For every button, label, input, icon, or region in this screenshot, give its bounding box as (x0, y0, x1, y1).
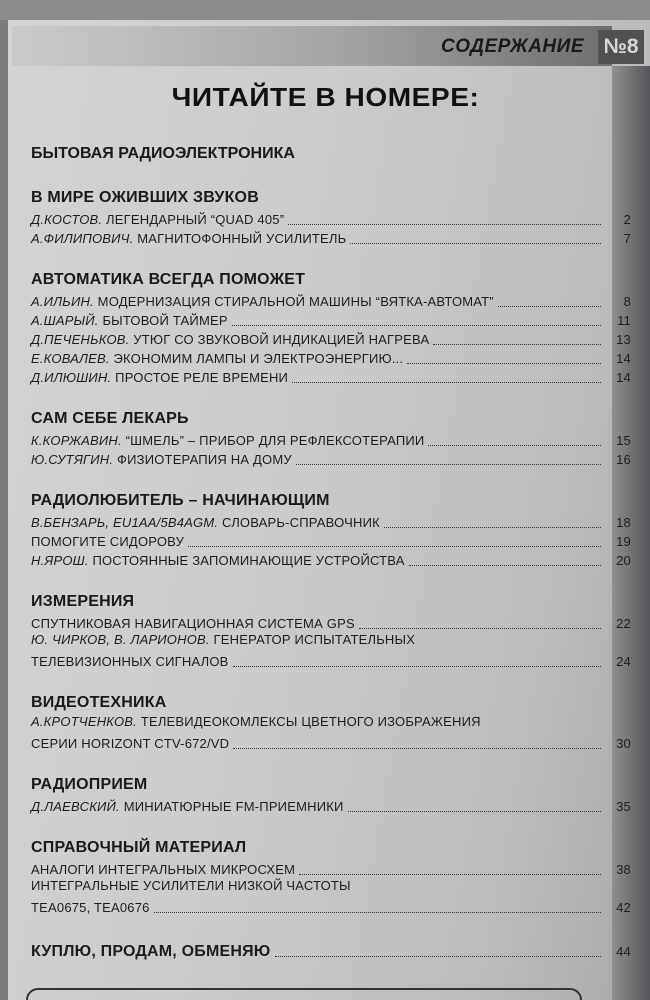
page-number: 14 (616, 351, 631, 366)
toc-entry (31, 714, 631, 733)
entry-title: МАГНИТОФОННЫЙ УСИЛИТЕЛЬ (137, 231, 347, 246)
dot-leader (232, 325, 601, 326)
entry-title: “ШМЕЛЬ” – ПРИБОР ДЛЯ РЕФЛЕКСОТЕРАПИИ (125, 433, 425, 448)
page-number: 7 (623, 231, 631, 246)
toc-entry (31, 632, 631, 651)
entry-author: В.БЕНЗАРЬ, EU1AA/5B4AGM. (31, 515, 219, 530)
entry-text (31, 862, 295, 878)
toc-section (31, 593, 631, 670)
entry-author: Ю. ЧИРКОВ, В. ЛАРИОНОВ. (31, 632, 210, 647)
toc-entry (31, 651, 631, 670)
entry-author: А.КРОТЧЕНКОВ. (31, 714, 137, 729)
page-number: 13 (616, 332, 631, 347)
page-number: 22 (616, 616, 631, 631)
entry-author: Е.КОВАЛЕВ. (31, 351, 110, 366)
entry-author: К.КОРЖАВИН. (31, 433, 122, 448)
toc-section (31, 839, 631, 916)
section-title: СПРАВОЧНЫЙ МАТЕРИАЛ (31, 839, 247, 856)
entry-text (31, 736, 229, 752)
entry-title-continued: TEA0675, TEA0676 (31, 900, 150, 915)
page-number: 44 (616, 944, 631, 959)
entry-text (31, 553, 405, 569)
entry-title: ЛЕГЕНДАРНЫЙ “QUAD 405” (106, 212, 285, 227)
entry-text (31, 616, 355, 632)
dot-leader (233, 748, 601, 749)
final-title: КУПЛЮ, ПРОДАМ, ОБМЕНЯЮ (31, 943, 271, 960)
page-number: 8 (623, 294, 631, 309)
entry-author: А.ИЛЬИН. (31, 294, 94, 309)
entry-author: Ю.СУТЯГИН. (31, 452, 114, 467)
toc-entry (31, 348, 631, 367)
toc-entry (31, 367, 631, 386)
entry-text (31, 654, 229, 670)
section-title: ВИДЕОТЕХНИКА (31, 694, 167, 711)
toc-entry (31, 550, 631, 569)
dot-leader (288, 224, 601, 225)
entry-text (31, 313, 228, 329)
top-band (0, 0, 650, 20)
entry-text (31, 799, 344, 815)
entry-author: Д.ИЛЮШИН. (31, 370, 112, 385)
dot-leader (498, 306, 601, 307)
entry-title: МОДЕРНИЗАЦИЯ СТИРАЛЬНОЙ МАШИНЫ “ВЯТКА-АВТОМАТ” (97, 294, 494, 309)
entry-title: АНАЛОГИ ИНТЕГРАЛЬНЫХ МИКРОСХЕМ (31, 862, 296, 877)
toc-section (31, 694, 631, 752)
toc-section (31, 492, 631, 569)
section-label: СОДЕРЖАНИЕ (441, 36, 584, 57)
toc-entry (31, 878, 631, 897)
category-heading: БЫТОВАЯ РАДИОЭЛЕКТРОНИКА (31, 145, 295, 162)
entry-title: ИНТЕГРАЛЬНЫЕ УСИЛИТЕЛИ НИЗКОЙ ЧАСТОТЫ (31, 878, 351, 893)
toc-entry (31, 796, 631, 815)
page-number: 19 (616, 534, 631, 549)
entry-title: ЭКОНОМИМ ЛАМПЫ И ЭЛЕКТРОЭНЕРГИЮ... (113, 351, 404, 366)
entry-text (31, 900, 150, 916)
entry-title: СЛОВАРЬ-СПРАВОЧНИК (222, 515, 380, 530)
toc-entry (31, 613, 631, 632)
dot-leader (154, 912, 601, 913)
dot-leader (433, 344, 601, 345)
section-title: РАДИОПРИЕМ (31, 776, 148, 793)
dot-leader (359, 628, 601, 629)
dot-leader (299, 874, 601, 875)
page-number: 16 (616, 452, 631, 467)
entry-author: Д.ПЕЧЕНЬКОВ. (31, 332, 130, 347)
dot-leader (428, 445, 601, 446)
page-number: 15 (616, 433, 631, 448)
entry-text (31, 332, 429, 348)
dot-leader (407, 363, 601, 364)
page-number: 14 (616, 370, 631, 385)
toc-entry (31, 897, 631, 916)
section-title: ИЗМЕРЕНИЯ (31, 593, 135, 610)
toc-entry (31, 430, 631, 449)
page-number: 11 (617, 313, 631, 328)
toc-section (31, 271, 631, 386)
dot-leader (384, 527, 601, 528)
entry-title: ПРОСТОЕ РЕЛЕ ВРЕМЕНИ (115, 370, 289, 385)
toc-section (31, 189, 631, 247)
page-number: 18 (616, 515, 631, 530)
dot-leader (348, 811, 601, 812)
section-title: В МИРЕ ОЖИВШИХ ЗВУКОВ (31, 189, 259, 206)
toc-entry (31, 512, 631, 531)
section-title: РАДИОЛЮБИТЕЛЬ – НАЧИНАЮЩИМ (31, 492, 330, 509)
dot-leader (275, 956, 601, 957)
toc-entry (31, 228, 631, 247)
dot-leader (292, 382, 601, 383)
toc-entry (31, 733, 631, 752)
dot-leader (188, 546, 601, 547)
entry-title: СПУТНИКОВАЯ НАВИГАЦИОННАЯ СИСТЕМА GPS (31, 616, 355, 631)
entry-author: Н.ЯРОШ. (31, 553, 89, 568)
entry-text (31, 351, 403, 367)
entry-text (31, 534, 184, 550)
toc-entry (31, 209, 631, 228)
dot-leader (350, 243, 601, 244)
dot-leader (409, 565, 601, 566)
bottom-box (26, 988, 582, 1000)
entry-title: УТЮГ СО ЗВУКОВОЙ ИНДИКАЦИЕЙ НАГРЕВА (133, 332, 430, 347)
toc-entry (31, 310, 631, 329)
entry-title: БЫТОВОЙ ТАЙМЕР (102, 313, 228, 328)
page-number: 24 (616, 654, 631, 669)
toc-section (31, 776, 631, 815)
left-edge (0, 20, 8, 1000)
entry-text (31, 515, 380, 531)
entry-text (31, 212, 284, 228)
entry-title: ГЕНЕРАТОР ИСПЫТАТЕЛЬНЫХ (213, 632, 416, 647)
page-number: 30 (616, 736, 631, 751)
entry-author: Д.КОСТОВ. (31, 212, 103, 227)
entry-text (31, 452, 292, 468)
entry-author: А.ФИЛИПОВИЧ. (31, 231, 134, 246)
toc-entry (31, 531, 631, 550)
entry-author: А.ШАРЫЙ. (31, 313, 99, 328)
table-of-contents (31, 145, 631, 960)
page-number: 42 (616, 900, 631, 915)
toc-entry (31, 449, 631, 468)
entry-text (31, 231, 346, 247)
entry-title: ПОМОГИТЕ СИДОРОВУ (31, 534, 185, 549)
entry-text (31, 294, 494, 310)
toc-section (31, 410, 631, 468)
section-title: АВТОМАТИКА ВСЕГДА ПОМОЖЕТ (31, 271, 306, 288)
toc-entry (31, 291, 631, 310)
page-number: 38 (616, 862, 631, 877)
toc-entry (31, 859, 631, 878)
entry-author: Д.ЛАЕВСКИЙ. (31, 799, 120, 814)
final-entry (31, 940, 631, 960)
entry-text (31, 433, 424, 449)
entry-title: ПОСТОЯННЫЕ ЗАПОМИНАЮЩИЕ УСТРОЙСТВА (92, 553, 405, 568)
issue-number: №8 (598, 30, 644, 64)
entry-title: МИНИАТЮРНЫЕ FM-ПРИЕМНИКИ (123, 799, 344, 814)
entry-title-continued: ТЕЛЕВИЗИОННЫХ СИГНАЛОВ (31, 654, 229, 669)
page-number: 20 (616, 553, 631, 568)
entry-text (31, 370, 288, 386)
dot-leader (296, 464, 601, 465)
section-title: САМ СЕБЕ ЛЕКАРЬ (31, 410, 189, 427)
entry-title: ТЕЛЕВИДЕОКОМЛЕКСЫ ЦВЕТНОГО ИЗОБРАЖЕНИЯ (140, 714, 481, 729)
dot-leader (233, 666, 601, 667)
page-title (0, 82, 650, 113)
page-title-text: ЧИТАЙТЕ В НОМЕРЕ: (171, 82, 479, 112)
toc-entry (31, 329, 631, 348)
entry-title: ФИЗИОТЕРАПИЯ НА ДОМУ (117, 452, 292, 467)
entry-title-continued: СЕРИИ HORIZONT CTV-672/VD (31, 736, 230, 751)
page-number: 2 (623, 212, 631, 227)
page-number: 35 (616, 799, 631, 814)
